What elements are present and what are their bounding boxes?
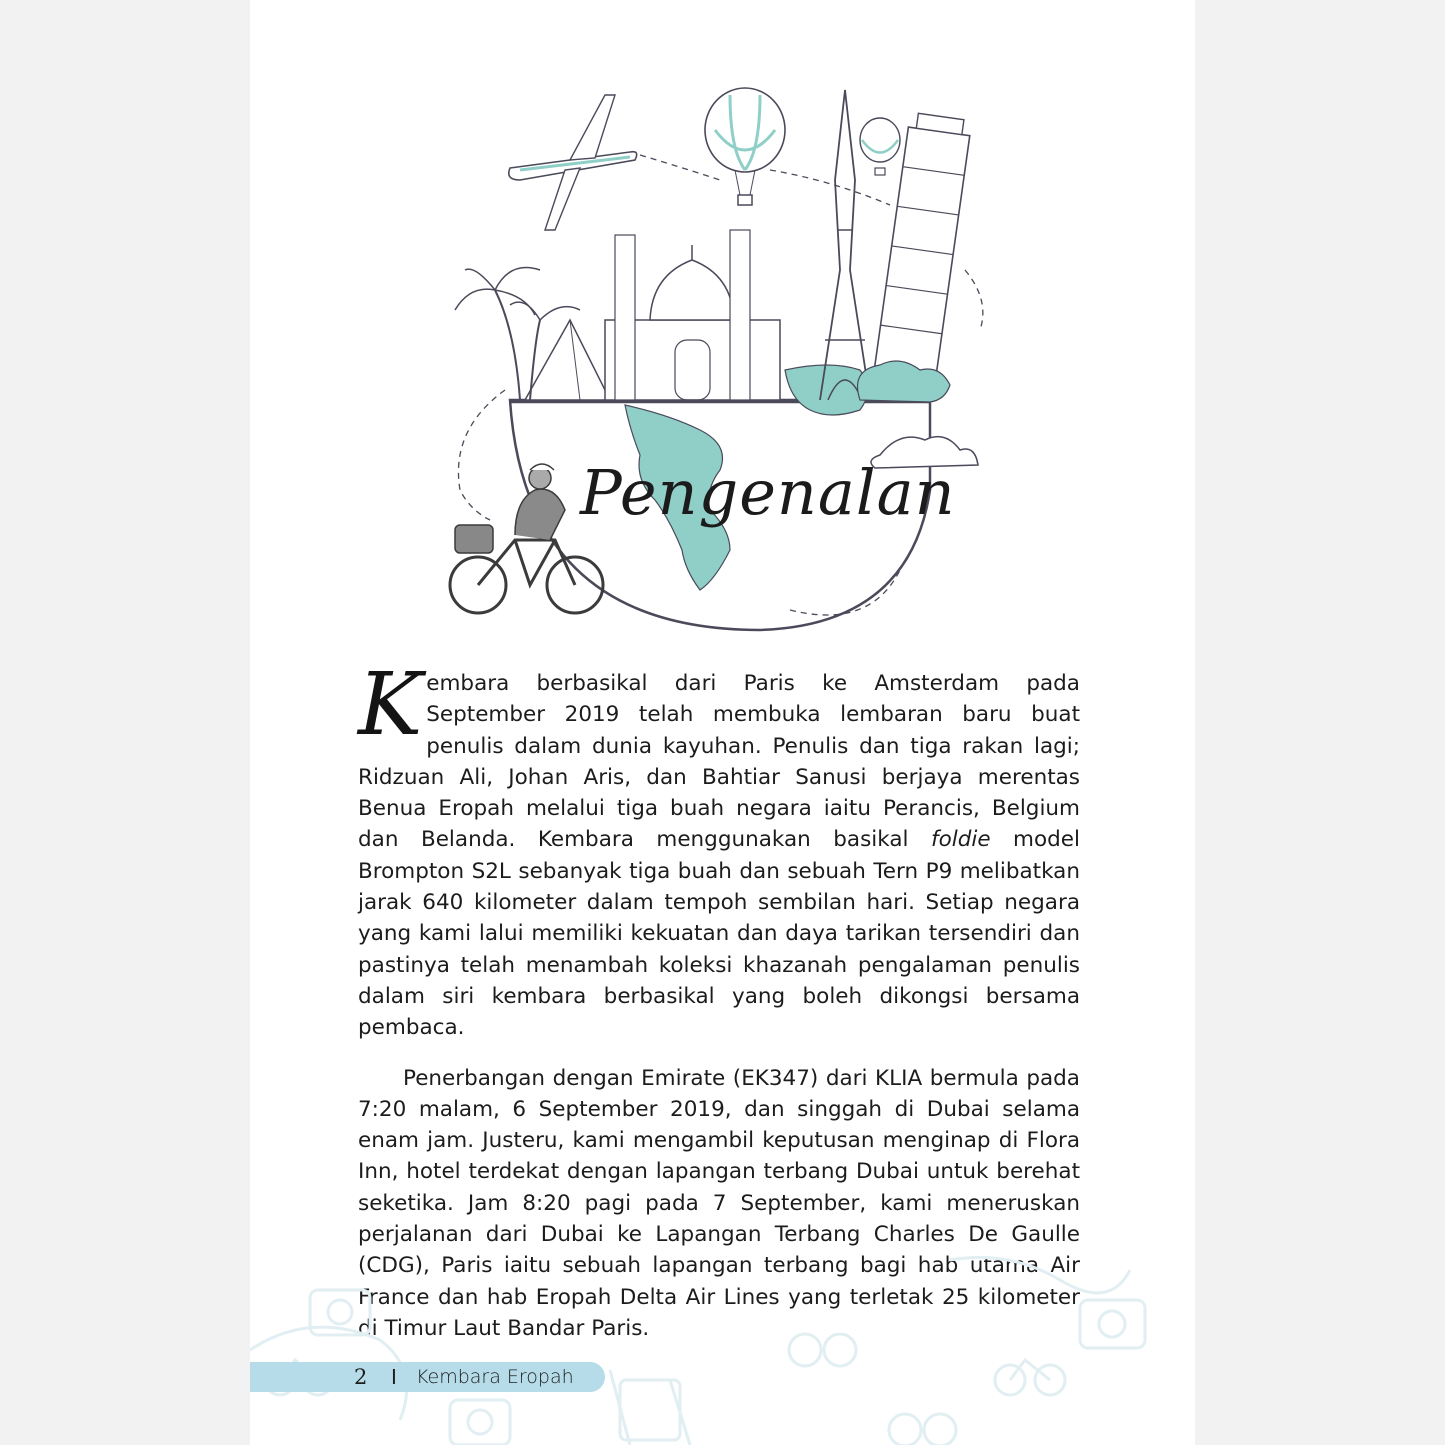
background-travel-pattern [250,1230,1195,1445]
page-number: 2 [354,1365,368,1389]
paragraph-1-part-b: model Brompton S2L sebanyak tiga buah dan sebuah Tern P9 melibatkan jarak 640 kilometer dalam tempoh sembilan hari. Setiap negara yang kami lalui memiliki kekuatan dan daya tarikan tersendiri dan pastinya telah menambah koleksi khazanah pengalaman penulis dalam siri kembara berbasikal yang boleh dikongsi bersama pembaca. [358,827,1080,1041]
chapter-title: Pengenalan [580,456,956,529]
paragraph-1-part-a: embara berbasikal dari Paris ke Amsterdam pada September 2019 telah membuka lembaran baru buat penulis dalam dunia kayuhan. Penulis dan tiga rakan lagi; Ridzuan Ali, Johan Aris, dan Bahtiar Sanusi berjaya merentas Benua Eropah melalui tiga buah negara iaitu Perancis, Belgium dan Belanda. Kembara menggunakan basikal [358,671,1080,853]
travel-landmarks-illustration [430,70,1030,650]
paragraph-1-emphasis: foldie [931,827,991,853]
running-title: Kembara Eropah [416,1366,574,1388]
drop-cap: K [358,655,423,755]
book-page [250,0,1195,1445]
paragraph-2: Penerbangan dengan Emirate (EK347) dari KLIA bermula pada 7:20 malam, 6 September 2019, dan singgah di Dubai selama enam jam. Justeru, kami mengambil keputusan menginap di Flora Inn, hotel terdekat dengan lapangan terbang Dubai untuk berehat seketika. Jam 8:20 pagi pada 7 September, kami meneruskan perjalanan dari Dubai ke Lapangan Terbang Charles De Gaulle (CDG), Paris iaitu sebuah lapangan terbang bagi hab utama Air France dan hab Eropah Delta Air Lines yang terletak 25 kilometer di Timur Laut Bandar Paris. [358,1065,1080,1341]
paragraph-1 [358,655,1080,1044]
footer-separator: I [391,1365,397,1389]
